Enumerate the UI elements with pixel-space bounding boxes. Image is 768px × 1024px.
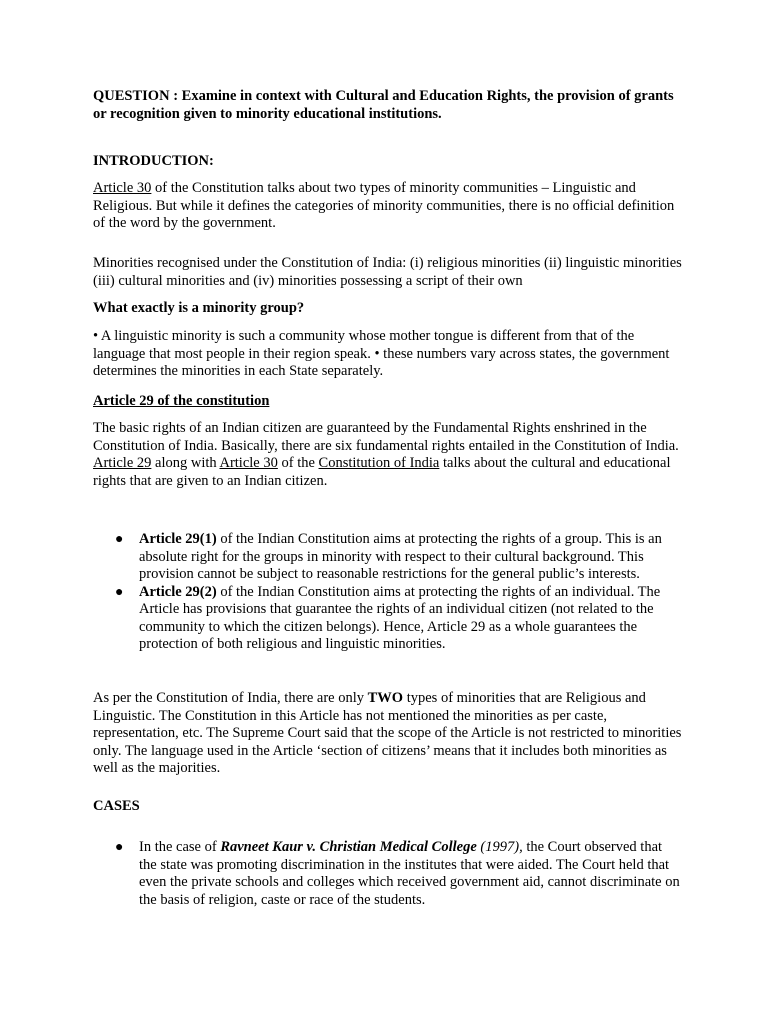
introduction-heading: INTRODUCTION: — [93, 153, 214, 169]
article-29-1-label: Article 29(1) — [139, 531, 217, 547]
case-text: the Court observed that the state was promoting discrimination in the institutes that were aided. The Court held that even the private schools and colleges which received government aid, cannot discriminate on the basis of religion, caste or race of the students. — [139, 839, 680, 908]
minority-types-paragraph — [93, 690, 683, 778]
minority-group-heading: What exactly is a minority group? — [93, 300, 305, 316]
question-text: : Examine in context with Cultural and Education Rights, the provision of grants or recognition given to minority educational institutions. — [93, 88, 674, 122]
question-label: QUESTION — [93, 88, 170, 104]
minority-types-count: TWO — [367, 690, 404, 706]
article-30-link-2[interactable]: Article 30 — [219, 455, 278, 471]
article-30-link[interactable]: Article 30 — [93, 180, 152, 196]
article-29-link[interactable]: Article 29 — [93, 455, 152, 471]
article-29-text-1: The basic rights of an Indian citizen are guaranteed by the Fundamental Rights enshrined in the Constitution of India. Basically, there are six fundamental rights entailed in the Constitution of India. — [93, 420, 679, 454]
article-29-text-4: talks about the cultural and educational rights that are given to an Indian citizen. — [93, 455, 671, 489]
bullet-icon: ● — [115, 532, 124, 547]
article-29-heading: Article 29 of the constitution — [93, 393, 270, 409]
bullet-icon: ● — [115, 840, 124, 855]
minority-types-text-2: types of minorities that are Religious and Linguistic. The Constitution in this Article has not mentioned the minorities as per caste, representation, etc. The Supreme Court said that the scope of the Article is not restricted to minorities only. The language used in the Article ‘section of citizens’ means that it includes both minorities as well as the majorities. — [93, 690, 682, 776]
article-29-text-2: along with — [151, 455, 220, 471]
list-item — [93, 584, 683, 654]
article-29-1-text: of the Indian Constitution aims at protecting the rights of a group. This is an absolute right for the groups in minority with respect to their cultural background. This provision cannot be subject to reasonable restrictions for the general public’s interests. — [139, 531, 662, 582]
article-29-bullet-list — [93, 531, 683, 654]
bullet-icon: ● — [115, 584, 124, 600]
article-29-text-3: of the — [277, 455, 319, 471]
article-29-paragraph — [93, 420, 683, 490]
article-29-2-text: of the Indian Constitution aims at protecting the rights of an individual. The Article has provisions that guarantee the rights of an individual citizen (not related to the community to which the citizen belongs). Hence, Article 29 as a whole guarantees the protection of both religious and linguistic minorities. — [139, 583, 661, 652]
introduction-p1-text: of the Constitution talks about two types of minority communities – Linguistic and Religious. But while it defines the categories of minority communities, there is no official definition of the word by the government. — [93, 180, 675, 231]
case-name: Ravneet Kaur v. Christian Medical College — [220, 839, 477, 855]
list-item — [93, 839, 683, 909]
case-prefix: In the case of — [139, 839, 221, 855]
question-paragraph — [93, 88, 683, 123]
case-year: (1997), — [476, 839, 523, 855]
article-29-2-label: Article 29(2) — [139, 583, 217, 600]
constitution-of-india-link[interactable]: Constitution of India — [318, 455, 440, 471]
list-item — [93, 531, 683, 584]
introduction-paragraph-1 — [93, 180, 683, 233]
introduction-paragraph-2: Minorities recognised under the Constitution of India: (i) religious minorities (ii) linguistic minorities (iii) cultural minorities and (iv) minorities possessing a script of their own — [93, 255, 682, 289]
cases-heading: CASES — [93, 798, 140, 814]
minority-group-paragraph: • A linguistic minority is such a community whose mother tongue is different from that of the language that most people in their region speak. • these numbers vary across states, the government determines the minorities in each State separately. — [93, 328, 670, 379]
minority-types-text-1: As per the Constitution of India, there are only — [93, 690, 368, 706]
cases-bullet-list — [93, 839, 683, 909]
